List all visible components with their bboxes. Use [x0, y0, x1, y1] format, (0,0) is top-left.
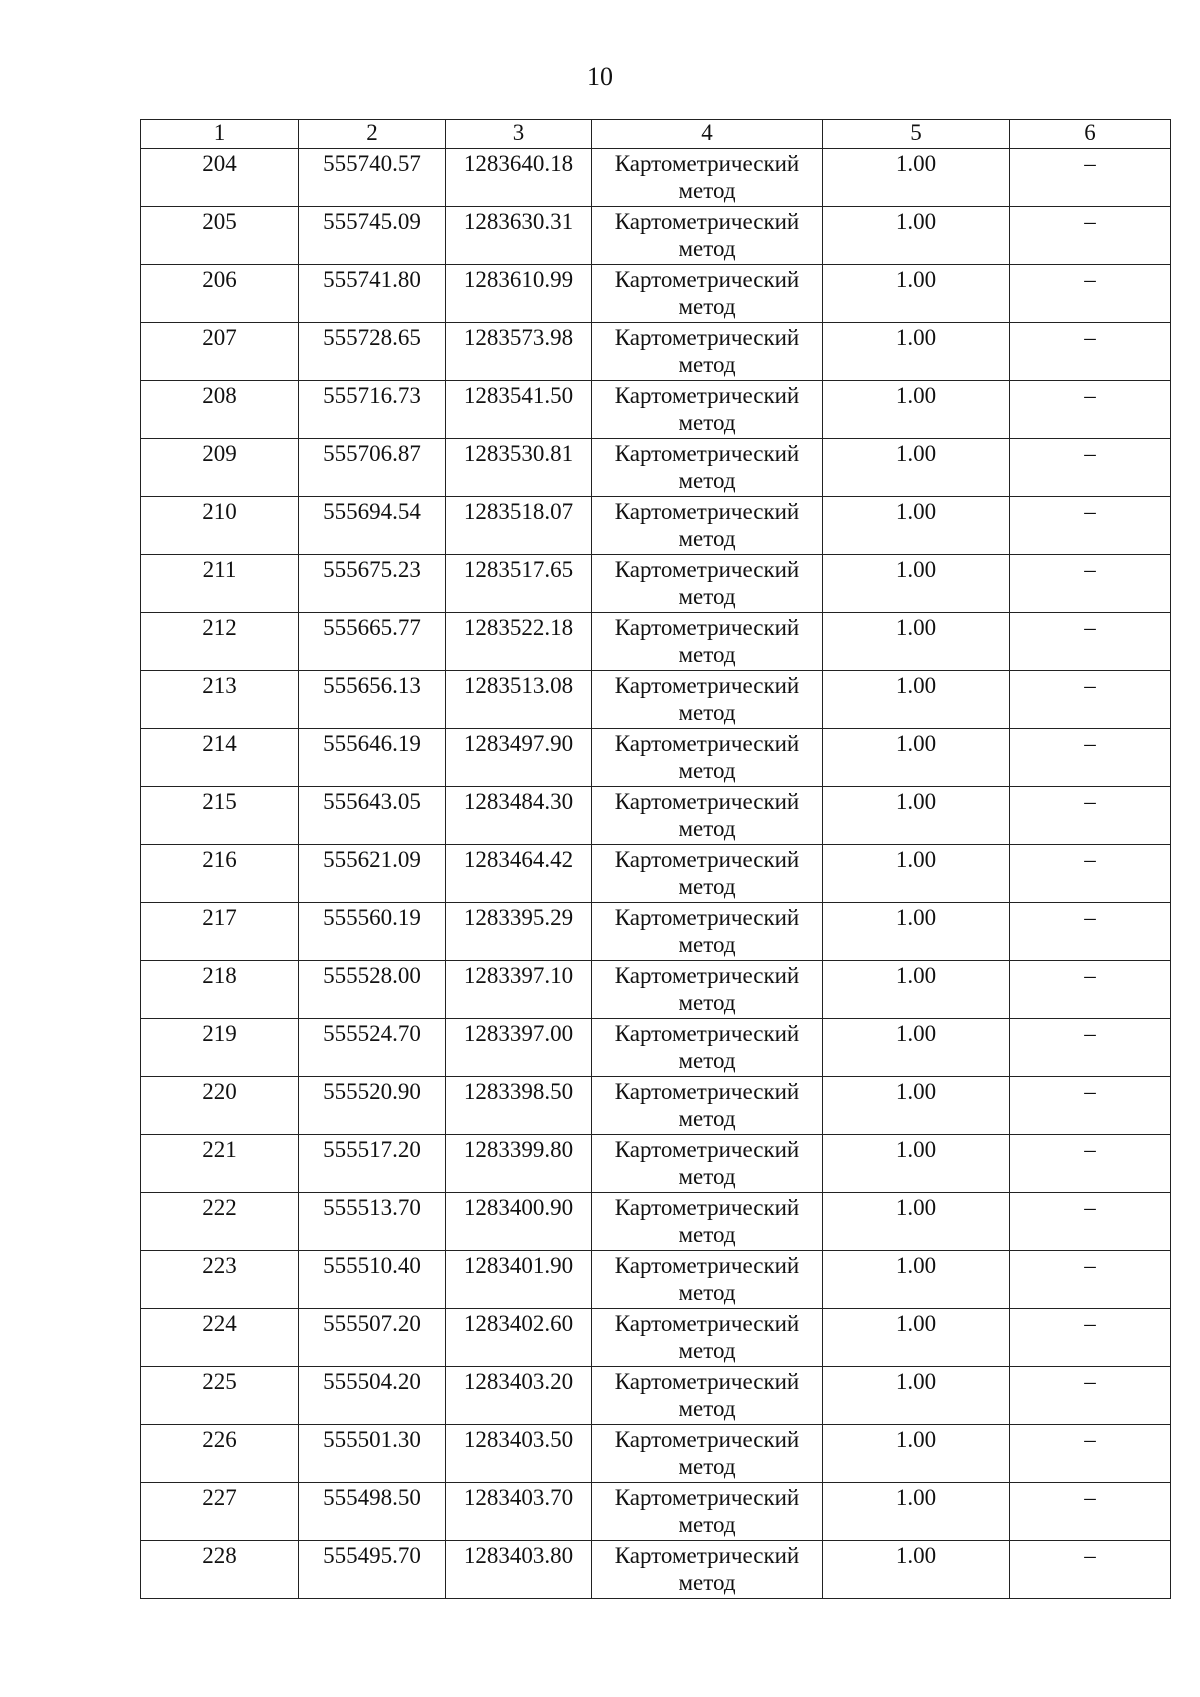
y-coordinate-cell: 1283513.08 [446, 671, 592, 729]
note-cell: – [1010, 1077, 1171, 1135]
accuracy-cell: 1.00 [823, 845, 1010, 903]
y-coordinate-cell: 1283630.31 [446, 207, 592, 265]
y-coordinate-cell: 1283541.50 [446, 381, 592, 439]
note-cell: – [1010, 1309, 1171, 1367]
y-coordinate-cell: 1283403.50 [446, 1425, 592, 1483]
method-cell: Картометрический метод [592, 671, 823, 729]
method-cell: Картометрический метод [592, 1483, 823, 1541]
table-row [141, 729, 1171, 787]
point-number-cell: 206 [141, 265, 299, 323]
method-cell: Картометрический метод [592, 729, 823, 787]
x-coordinate-cell: 555528.00 [299, 961, 446, 1019]
y-coordinate-cell: 1283530.81 [446, 439, 592, 497]
note-cell: – [1010, 265, 1171, 323]
x-coordinate-cell: 555745.09 [299, 207, 446, 265]
note-cell: – [1010, 381, 1171, 439]
method-cell: Картометрический метод [592, 207, 823, 265]
point-number-cell: 218 [141, 961, 299, 1019]
y-coordinate-cell: 1283403.20 [446, 1367, 592, 1425]
method-cell: Картометрический метод [592, 323, 823, 381]
point-number-cell: 224 [141, 1309, 299, 1367]
x-coordinate-cell: 555728.65 [299, 323, 446, 381]
y-coordinate-cell: 1283395.29 [446, 903, 592, 961]
table-row [141, 1483, 1171, 1541]
x-coordinate-cell: 555643.05 [299, 787, 446, 845]
note-cell: – [1010, 207, 1171, 265]
point-number-cell: 209 [141, 439, 299, 497]
point-number-cell: 220 [141, 1077, 299, 1135]
y-coordinate-cell: 1283484.30 [446, 787, 592, 845]
accuracy-cell: 1.00 [823, 1077, 1010, 1135]
accuracy-cell: 1.00 [823, 1483, 1010, 1541]
table-row [141, 439, 1171, 497]
note-cell: – [1010, 903, 1171, 961]
table-row [141, 1309, 1171, 1367]
method-cell: Картометрический метод [592, 265, 823, 323]
y-coordinate-cell: 1283518.07 [446, 497, 592, 555]
table-row [141, 381, 1171, 439]
method-cell: Картометрический метод [592, 439, 823, 497]
method-cell: Картометрический метод [592, 1251, 823, 1309]
x-coordinate-cell: 555740.57 [299, 149, 446, 207]
accuracy-cell: 1.00 [823, 1541, 1010, 1599]
method-cell: Картометрический метод [592, 149, 823, 207]
x-coordinate-cell: 555656.13 [299, 671, 446, 729]
accuracy-cell: 1.00 [823, 1367, 1010, 1425]
note-cell: – [1010, 729, 1171, 787]
point-number-cell: 213 [141, 671, 299, 729]
table-row [141, 149, 1171, 207]
table-row [141, 497, 1171, 555]
note-cell: – [1010, 1541, 1171, 1599]
y-coordinate-cell: 1283573.98 [446, 323, 592, 381]
method-cell: Картометрический метод [592, 1193, 823, 1251]
point-number-cell: 207 [141, 323, 299, 381]
note-cell: – [1010, 555, 1171, 613]
method-cell: Картометрический метод [592, 497, 823, 555]
table-header-row [141, 120, 1171, 149]
table-row [141, 1019, 1171, 1077]
table-row [141, 1077, 1171, 1135]
accuracy-cell: 1.00 [823, 207, 1010, 265]
note-cell: – [1010, 1019, 1171, 1077]
point-number-cell: 227 [141, 1483, 299, 1541]
accuracy-cell: 1.00 [823, 671, 1010, 729]
note-cell: – [1010, 149, 1171, 207]
method-cell: Картометрический метод [592, 845, 823, 903]
table-row [141, 903, 1171, 961]
note-cell: – [1010, 961, 1171, 1019]
x-coordinate-cell: 555507.20 [299, 1309, 446, 1367]
point-number-cell: 210 [141, 497, 299, 555]
column-header: 2 [299, 120, 446, 149]
method-cell: Картометрический метод [592, 1077, 823, 1135]
accuracy-cell: 1.00 [823, 497, 1010, 555]
point-number-cell: 223 [141, 1251, 299, 1309]
method-cell: Картометрический метод [592, 1309, 823, 1367]
y-coordinate-cell: 1283610.99 [446, 265, 592, 323]
x-coordinate-cell: 555716.73 [299, 381, 446, 439]
y-coordinate-cell: 1283640.18 [446, 149, 592, 207]
method-cell: Картометрический метод [592, 961, 823, 1019]
accuracy-cell: 1.00 [823, 903, 1010, 961]
column-header: 3 [446, 120, 592, 149]
x-coordinate-cell: 555646.19 [299, 729, 446, 787]
note-cell: – [1010, 671, 1171, 729]
accuracy-cell: 1.00 [823, 729, 1010, 787]
table-row [141, 1251, 1171, 1309]
y-coordinate-cell: 1283398.50 [446, 1077, 592, 1135]
y-coordinate-cell: 1283399.80 [446, 1135, 592, 1193]
note-cell: – [1010, 497, 1171, 555]
x-coordinate-cell: 555501.30 [299, 1425, 446, 1483]
accuracy-cell: 1.00 [823, 1425, 1010, 1483]
accuracy-cell: 1.00 [823, 1135, 1010, 1193]
page-number: 10 [587, 62, 613, 91]
x-coordinate-cell: 555665.77 [299, 613, 446, 671]
x-coordinate-cell: 555621.09 [299, 845, 446, 903]
table-row [141, 613, 1171, 671]
x-coordinate-cell: 555675.23 [299, 555, 446, 613]
note-cell: – [1010, 787, 1171, 845]
y-coordinate-cell: 1283403.80 [446, 1541, 592, 1599]
point-number-cell: 208 [141, 381, 299, 439]
point-number-cell: 228 [141, 1541, 299, 1599]
point-number-cell: 219 [141, 1019, 299, 1077]
point-number-cell: 221 [141, 1135, 299, 1193]
table-row [141, 961, 1171, 1019]
table-row [141, 671, 1171, 729]
coordinates-table [140, 119, 1171, 1599]
accuracy-cell: 1.00 [823, 961, 1010, 1019]
point-number-cell: 211 [141, 555, 299, 613]
note-cell: – [1010, 845, 1171, 903]
accuracy-cell: 1.00 [823, 1019, 1010, 1077]
point-number-cell: 225 [141, 1367, 299, 1425]
y-coordinate-cell: 1283497.90 [446, 729, 592, 787]
x-coordinate-cell: 555706.87 [299, 439, 446, 497]
method-cell: Картометрический метод [592, 1367, 823, 1425]
table-row [141, 1135, 1171, 1193]
accuracy-cell: 1.00 [823, 1251, 1010, 1309]
method-cell: Картометрический метод [592, 1425, 823, 1483]
point-number-cell: 212 [141, 613, 299, 671]
point-number-cell: 226 [141, 1425, 299, 1483]
accuracy-cell: 1.00 [823, 613, 1010, 671]
note-cell: – [1010, 1367, 1171, 1425]
table-row [141, 787, 1171, 845]
column-header: 1 [141, 120, 299, 149]
column-header: 5 [823, 120, 1010, 149]
note-cell: – [1010, 1251, 1171, 1309]
x-coordinate-cell: 555495.70 [299, 1541, 446, 1599]
x-coordinate-cell: 555513.70 [299, 1193, 446, 1251]
table-row [141, 1425, 1171, 1483]
note-cell: – [1010, 1135, 1171, 1193]
table-row [141, 323, 1171, 381]
y-coordinate-cell: 1283403.70 [446, 1483, 592, 1541]
column-header: 6 [1010, 120, 1171, 149]
table-row [141, 1193, 1171, 1251]
y-coordinate-cell: 1283464.42 [446, 845, 592, 903]
point-number-cell: 215 [141, 787, 299, 845]
table-row [141, 845, 1171, 903]
x-coordinate-cell: 555510.40 [299, 1251, 446, 1309]
note-cell: – [1010, 1193, 1171, 1251]
accuracy-cell: 1.00 [823, 1193, 1010, 1251]
x-coordinate-cell: 555524.70 [299, 1019, 446, 1077]
y-coordinate-cell: 1283397.10 [446, 961, 592, 1019]
method-cell: Картометрический метод [592, 1541, 823, 1599]
table-row [141, 555, 1171, 613]
y-coordinate-cell: 1283397.00 [446, 1019, 592, 1077]
note-cell: – [1010, 439, 1171, 497]
note-cell: – [1010, 613, 1171, 671]
x-coordinate-cell: 555517.20 [299, 1135, 446, 1193]
method-cell: Картометрический метод [592, 903, 823, 961]
table-row [141, 265, 1171, 323]
table-row [141, 1541, 1171, 1599]
method-cell: Картометрический метод [592, 555, 823, 613]
note-cell: – [1010, 1483, 1171, 1541]
accuracy-cell: 1.00 [823, 439, 1010, 497]
accuracy-cell: 1.00 [823, 265, 1010, 323]
accuracy-cell: 1.00 [823, 149, 1010, 207]
note-cell: – [1010, 1425, 1171, 1483]
x-coordinate-cell: 555741.80 [299, 265, 446, 323]
point-number-cell: 217 [141, 903, 299, 961]
x-coordinate-cell: 555498.50 [299, 1483, 446, 1541]
accuracy-cell: 1.00 [823, 381, 1010, 439]
point-number-cell: 222 [141, 1193, 299, 1251]
table-row [141, 207, 1171, 265]
x-coordinate-cell: 555560.19 [299, 903, 446, 961]
method-cell: Картометрический метод [592, 1135, 823, 1193]
x-coordinate-cell: 555520.90 [299, 1077, 446, 1135]
y-coordinate-cell: 1283402.60 [446, 1309, 592, 1367]
accuracy-cell: 1.00 [823, 787, 1010, 845]
method-cell: Картометрический метод [592, 1019, 823, 1077]
x-coordinate-cell: 555504.20 [299, 1367, 446, 1425]
accuracy-cell: 1.00 [823, 555, 1010, 613]
note-cell: – [1010, 323, 1171, 381]
y-coordinate-cell: 1283401.90 [446, 1251, 592, 1309]
method-cell: Картометрический метод [592, 787, 823, 845]
y-coordinate-cell: 1283400.90 [446, 1193, 592, 1251]
y-coordinate-cell: 1283517.65 [446, 555, 592, 613]
point-number-cell: 205 [141, 207, 299, 265]
y-coordinate-cell: 1283522.18 [446, 613, 592, 671]
accuracy-cell: 1.00 [823, 323, 1010, 381]
column-header: 4 [592, 120, 823, 149]
table-row [141, 1367, 1171, 1425]
x-coordinate-cell: 555694.54 [299, 497, 446, 555]
table-body [141, 149, 1171, 1599]
accuracy-cell: 1.00 [823, 1309, 1010, 1367]
method-cell: Картометрический метод [592, 381, 823, 439]
point-number-cell: 216 [141, 845, 299, 903]
method-cell: Картометрический метод [592, 613, 823, 671]
point-number-cell: 214 [141, 729, 299, 787]
point-number-cell: 204 [141, 149, 299, 207]
